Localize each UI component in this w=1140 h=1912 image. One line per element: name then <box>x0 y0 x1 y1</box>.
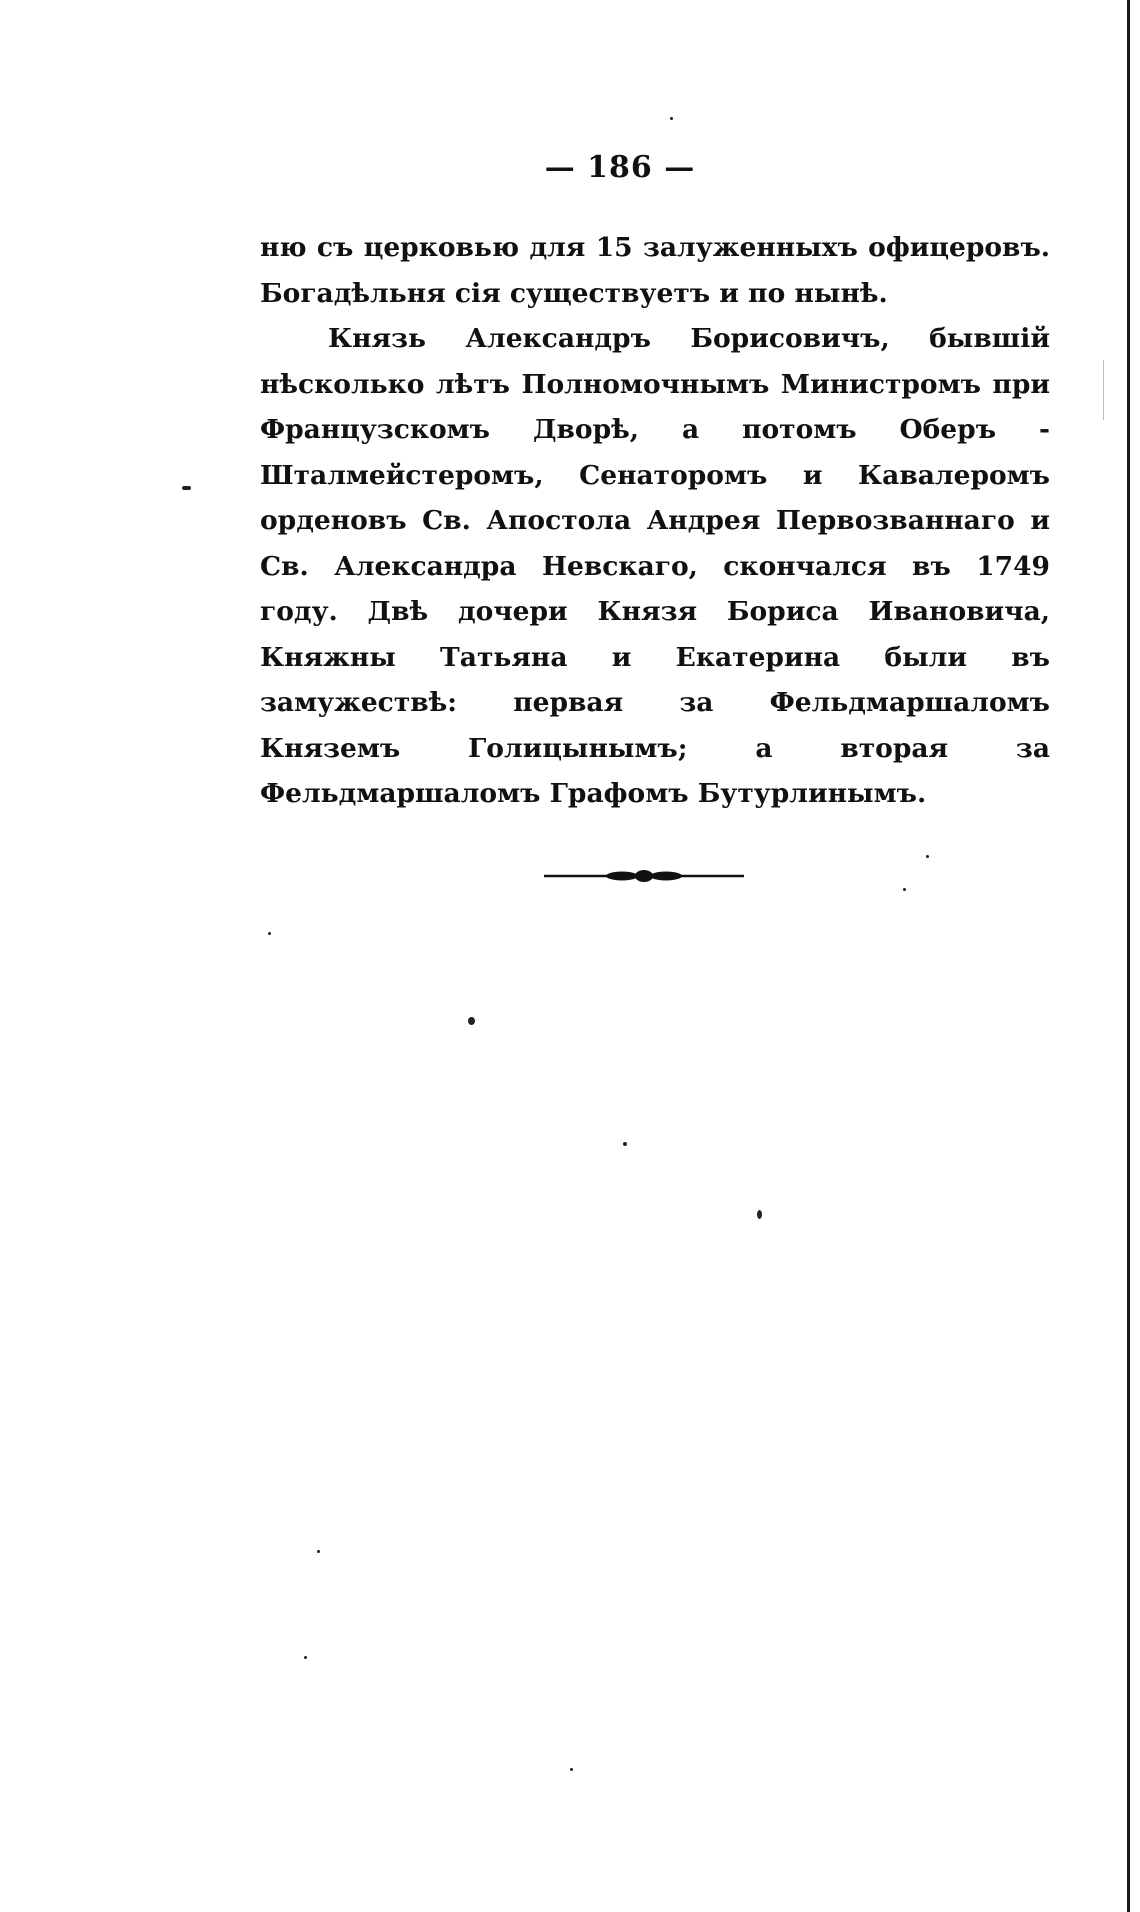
paragraph-continuation: ню съ церковью для 15 залуженныхъ офицеровъ. Богадѣльня сія существуетъ и по нынѣ. <box>260 232 1050 309</box>
page-edge-mark <box>1103 360 1104 420</box>
speck <box>757 1210 762 1219</box>
speck <box>317 1550 320 1553</box>
speck <box>468 1017 475 1025</box>
speck <box>570 1768 573 1771</box>
speck <box>182 486 191 490</box>
page-number: — 186 — <box>544 150 696 185</box>
paragraph: Князь Александръ Борисовичъ, бывшій нѣсколько лѣтъ Полномочнымъ Министромъ при Французскомъ Дворѣ, а потомъ Оберъ - Шталмейстеромъ, Сенаторомъ и Кавалеромъ орденовъ Св. Апостола Андрея Первозваннаго и Св. Александра Невскаго, скончался въ 1749 году. Двѣ дочери Князя Бориса Ивановича, Княжны Татьяна и Екатерина были въ замужествѣ: первая за Фельдмаршаломъ Княземъ Голицынымъ; а вторая за Фельдмаршаломъ Графомъ Бутурлинымъ. <box>260 323 1050 809</box>
page-edge-line <box>1127 0 1130 1912</box>
speck <box>268 932 271 935</box>
speck <box>926 855 929 858</box>
body-text <box>260 225 1050 817</box>
speck <box>623 1142 627 1146</box>
speck <box>903 888 906 891</box>
speck <box>304 1656 307 1659</box>
speck <box>670 117 673 120</box>
ornament-divider <box>544 866 744 886</box>
